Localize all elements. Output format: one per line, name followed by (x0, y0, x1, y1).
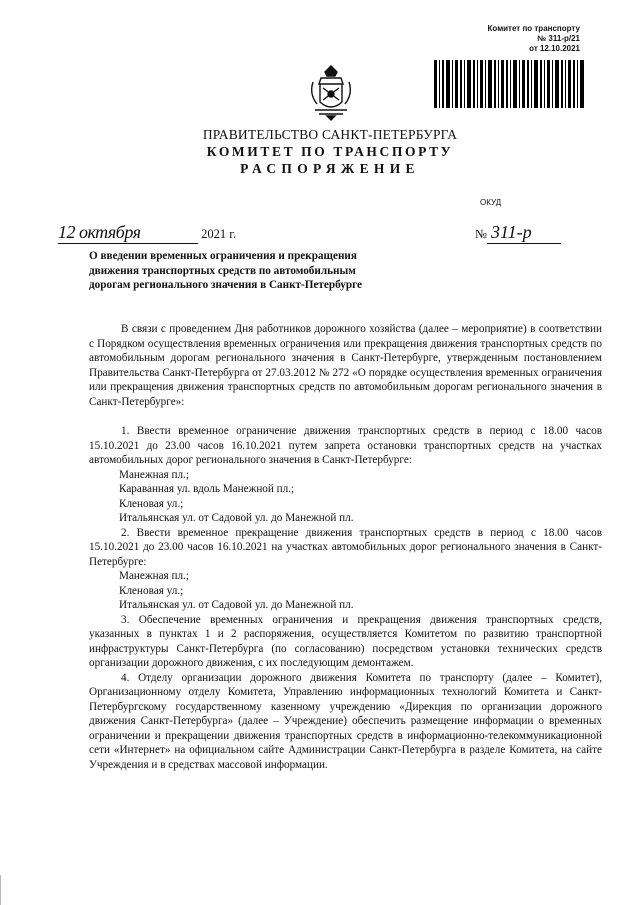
document-type: РАСПОРЯЖЕНИЕ (240, 161, 420, 176)
date-year: 2021 г. (201, 227, 237, 241)
government-name: ПРАВИТЕЛЬСТВО САНКТ-ПЕТЕРБУРГА (202, 127, 458, 142)
street-item: Итальянская ул. от Садовой ул. до Манежной пл. (119, 512, 354, 524)
okud-label: ОКУД (480, 198, 502, 207)
street-item: Кленовая ул.; (119, 584, 184, 597)
street-item: Караванная ул. вдоль Манежной пл.; (119, 483, 295, 495)
document-header (0, 127, 640, 177)
street-item: Кленовая ул.; (119, 497, 184, 510)
stamp-line-organization: Комитет по транспорту (487, 24, 580, 33)
st-petersburg-coat-of-arms-icon (305, 64, 357, 122)
number-prefix: № (475, 227, 487, 241)
stamp-line-date: от 12.10.2021 (529, 44, 580, 53)
document-number (475, 222, 561, 244)
preamble-paragraph: В связи с проведением Дня работников дорожного хозяйства (далее – мероприятие) в соответствии с Порядком осуществления временных ограничения или прекращения движения транспортных средств по автомобильным дорогам регионального значения в Санкт-Петербурге, утвержденным постановлением Правительства Санкт-Петербурга от 27.03.2012 № 272 «О порядке осуществления временных ограничения или прекращения движения транспортных средств по автомобильным дорогам регионального значения в Санкт-Петербурге»: (89, 323, 602, 408)
street-item: Итальянская ул. от Садовой ул. до Манежной пл. (119, 599, 354, 611)
paragraph-3: 3. Обеспечение временных ограничения и прекращения движения транспортных средств, указанных в пунктах 1 и 2 распоряжения, осуществляется Комитетом по развитию транспортной инфраструктуры Санкт-Петербурга (по согласованию) посредством установки технических средств организации дорожного движения, с их последующим демонтажем. (89, 613, 602, 669)
committee-name: КОМИТЕТ ПО ТРАНСПОРТУ (206, 144, 454, 159)
stamp-line-number: № 311-р/21 (537, 34, 580, 43)
street-item: Манежная пл.; (119, 570, 189, 582)
paragraph-1: 1. Ввести временное ограничение движения транспортных средств в период с 18.00 часов 15.10.2021 до 23.00 часов 16.10.2021 путем запрета остановки транспортных средств на участках автомобильных дорог регионального значения в Санкт-Петербурге: (89, 425, 602, 466)
handwritten-date: 12 октября (58, 222, 198, 244)
document-body (89, 322, 602, 772)
paragraph-4: 4. Отделу организации дорожного движения Комитета по транспорту (далее – Комитет), Организационному отделу Комитета, Управлению информационных технологий Комитета и Санкт-Петербургскому государственному казенному учреждению «Дирекция по организации дорожного движения Санкт-Петербурга» (далее – Учреждение) обеспечить размещение информации о временных ограничении и прекращении движения транспортных средств в информационно-телекоммуникационной сети «Интернет» на официальном сайте Администрации Санкт-Петербурга в разделе Комитета, на сайте Учреждения и в средствах массовой информации. (89, 671, 602, 771)
paragraph-2: 2. Ввести временное прекращение движения транспортных средств в период с 18.00 часов 15.10.2021 до 23.00 часов 16.10.2021 на участках автомобильных дорог регионального значения в Санкт-Петербурге: (89, 526, 602, 568)
document-title: О введении временных ограничения и прекращения движения транспортных средств по автомобильным дорогам регионального значения в Санкт-Петербурге (89, 250, 362, 291)
street-item: Манежная пл.; (119, 468, 189, 481)
barcode-icon (432, 60, 588, 108)
scan-edge-mark (0, 875, 1, 905)
handwritten-number: 311-р (487, 222, 561, 244)
document-date (58, 222, 236, 244)
registration-stamp (470, 24, 580, 54)
